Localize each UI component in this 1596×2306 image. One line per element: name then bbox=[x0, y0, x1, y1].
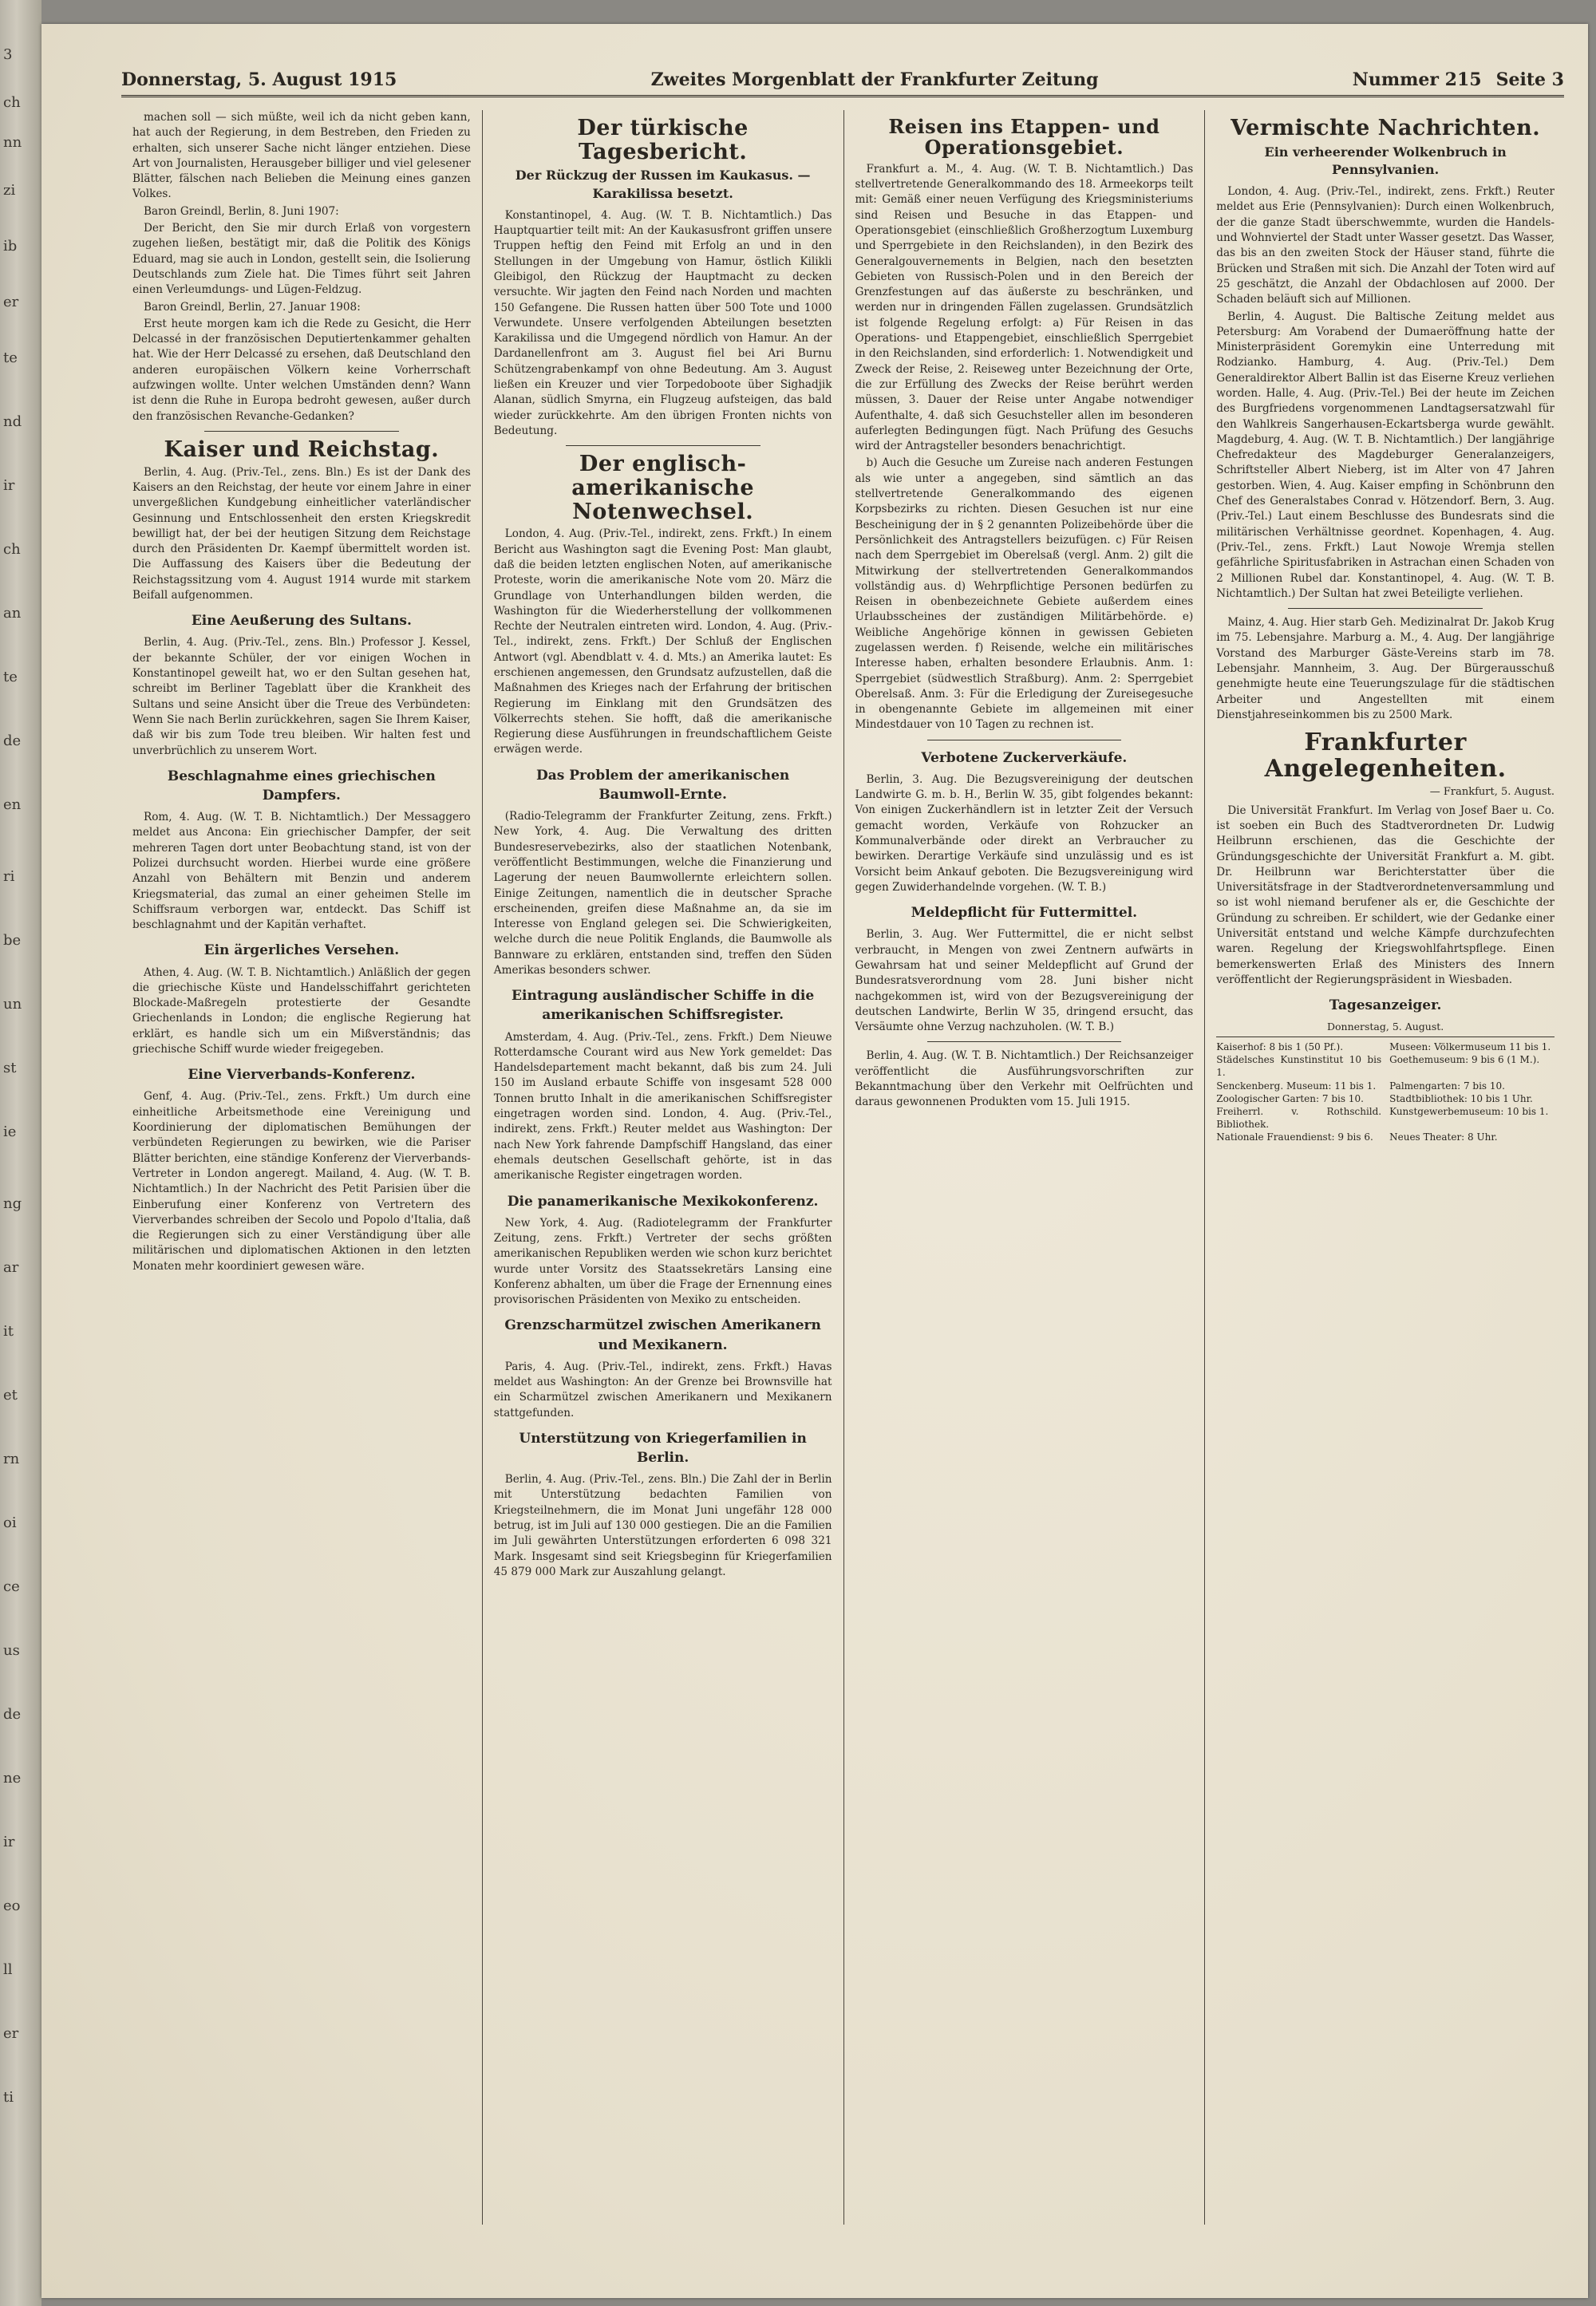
article-text: Berlin, 3. Aug. Die Bezugsvereinigung der deutschen Landwirte G. m. b. H., Berlin W. 35, gibt folgendes bekannt: Von einigen Zuckerhändlern ist in letzter Zeit der Versuch gemacht worden, Verkäufe von Rohzucker an Kommunalverbände oder direkt an Verbraucher zu bewirken. Derartige Verkäufe sind unzulässig und es ist Vorsicht beim Ankauf geboten. Die Bezugsvereinigung wird gegen Zuwiderhandelnde vorgehen. (W. T. B.) bbox=[855, 772, 1194, 894]
article-text: London, 4. Aug. (Priv.-Tel., indirekt, zens. Frkft.) Reuter meldet aus Erie (Pennsylvanien): Durch einen Wolkenbruch, der die ganze Stadt überschwemmte, wurden die Handels- und Wohnviertel der Stadt unter Wasser gesetzt. Das Wasser, das bis an den zweiten Stock der Häuser stand, führte die Brücken und Straßen mit sich. Die Anzahl der Toten wird auf 25 geschätzt, die Anzahl der Obdachlosen auf 2000. Der Schaden beläuft sich auf Millionen. bbox=[1216, 185, 1555, 306]
headline-dampfer: Beschlagnahme eines griechischen Dampfers. bbox=[167, 768, 436, 804]
listing-entry: Palmengarten: 7 bis 10. bbox=[1389, 1080, 1505, 1092]
dateline-frankfurt: — Frankfurt, 5. August. bbox=[1429, 786, 1555, 799]
column-4 bbox=[1205, 110, 1566, 2225]
column-3 bbox=[844, 110, 1206, 2225]
listing-entry: Nationale Frauendienst: 9 bis 6. bbox=[1216, 1131, 1373, 1143]
adjacent-page-edge: 3 ch nn zi ib er te nd ir ch an te de en ri be un st ie ng ar it et rn oi ce us de ne ir eo ll er ti bbox=[0, 0, 41, 2306]
listing-entry: Städelsches Kunstinstitut 10 bis 1. bbox=[1216, 1054, 1382, 1079]
column-2 bbox=[483, 110, 844, 2225]
article-text: Berlin, 4. Aug. (W. T. B. Nichtamtlich.) Der Reichsanzeiger veröffentlicht die Ausführungsvorschriften zur Bekanntmachung über den Verkehr mit Oelfrüchten und daraus gewonnenen Produkten vom 15. Juli 1915. bbox=[855, 1049, 1194, 1109]
subhead-tuerkisch: Der Rückzug der Russen im Kaukasus. — Karakilissa besetzt. bbox=[515, 168, 811, 202]
article-text: London, 4. Aug. (Priv.-Tel., indirekt, zens. Frkft.) In einem Bericht aus Washington sagt die Evening Post: Man glaubt, daß die beiden letzten englischen Noten, auf amerikanische Proteste, worin die amerikanische Note vom 20. März die Grundlage von Unterhandlungen bilden werden, die Washington für die Wiederherstellung der vollkommenen Rechte der Neutralen eintreten wird. London, 4. Aug. (Priv.-Tel., indirekt, zens. Frkft.) Der Schluß der Englischen Antwort (vgl. Abendblatt v. 4. d. Mts.) an Amerika lautet: Es erschienen angemessen, den Grundsatz aufzustellen, daß die Maßnahmen des Krieges nach der Erfahrung der britischen Regierung im Einklang mit den Grundsätzen des Völkerrechts stehen. Sie hofft, daß die amerikanische Regierung diese Ausführungen in freundschaftlichem Geiste erwägen werde. bbox=[493, 527, 832, 756]
article-text: Amsterdam, 4. Aug. (Priv.-Tel., zens. Frkft.) Dem Nieuwe Rotterdamsche Courant wird aus New York gemeldet: Das Handelsdepartement macht bekannt, daß bis zum 24. Juli 150 im Ausland erbaute Schiffe von insgesamt 528 000 Tonnen brutto Inhalt in die amerikanischen Schiffsregister eingetragen worden sind. London, 4. Aug. (Priv.-Tel., indirekt, zens. Frkft.) Reuter meldet aus Washington: Der nach New York fahrende Dampfschiff Hangsland, das einer ehemals deutschen Gesellschaft gehörte, ist in das amerikanische Register eingetragen worden. bbox=[493, 1030, 832, 1183]
subhead-wolkenbruch: Ein verheerender Wolkenbruch in Pennsylvanien. bbox=[1264, 144, 1507, 178]
headline-frankfurt: Frankfurter Angelegenheiten. bbox=[1264, 729, 1507, 784]
headline-tuerkisch: Der türkische Tagesbericht. bbox=[577, 116, 749, 164]
article-columns bbox=[121, 110, 1566, 2225]
divider bbox=[204, 431, 399, 432]
article-text: Frankfurt a. M., 4. Aug. (W. T. B. Nichtamtlich.) Das stellvertretende Generalkommando des 18. Armeekorps teilt mit: Gemäß einer neuen Verfügung des Kriegsministeriums sind Reisen und Besuche in das Etappen- und Operationsgebiet (einschließlich Großherzogtum Luxemburg und Sperrgebiete in den Reichslanden), in den Bezirk des Generalgouvernements in Belgien, nach den besetzten Gebieten von Russisch-Polen und in den Bereich der Grenzfestungen auf das äußerste zu beschränken, und werden nur in dringenden Fällen zugelassen. Grundsätzlich ist folgende Regelung erfolgt: a) Für Reisen in das Operations- und Etappengebiet, einschließlich Sperrgebiet in den Reichslanden, sind erforderlich: 1. Notwendigkeit und Zweck der Reise, 2. Reiseweg unter Bezeichnung der Orte, die zur Erfüllung des Zwecks der Reise berührt werden müssen, 3. Dauer der Reise unter Angabe notwendiger Aufenthalte, 4. daß sich Gesuchsteller allen im besonderen auferlegten Bedingungen fügt. Nach Prüfung des Gesuchs wird der Antragsteller besonders benachrichtigt. bbox=[855, 162, 1194, 453]
quote-source: Baron Greindl, Berlin, 8. Juni 1907: bbox=[144, 204, 339, 218]
listing-entry: Museen: Völkermuseum 11 bis 1. bbox=[1389, 1041, 1551, 1053]
headline-sultan: Eine Aeußerung des Sultans. bbox=[191, 613, 412, 630]
article-text: New York, 4. Aug. (Radiotelegramm der Frankfurter Zeitung, zens. Frkft.) Vertreter der sechs größten amerikanischen Republiken werden wie schon kurz berichtet wurde unter Vorsitz des Staatssekretärs Lansing eine Konferenz abhalten, um über die Frage der Ernennung eines provisorischen Präsidenten von Mexiko zu entscheiden. bbox=[493, 1216, 832, 1307]
divider bbox=[1288, 608, 1483, 609]
article-text: Paris, 4. Aug. (Priv.-Tel., indirekt, zens. Frkft.) Havas meldet aus Washington: An der Grenze bei Brownsville hat ein Scharmützel zwischen Amerikanern und Mexikanern stattgefunden. bbox=[493, 1360, 832, 1420]
article-text: Konstantinopel, 4. Aug. (W. T. B. Nichtamtlich.) Das Hauptquartier teilt mit: An der Kaukasusfront griffen unsere Truppen heftig den Feind mit Erfolg an und in den Stellungen in der Umgebung von Hamur, östlich Kilikli Gleibigol, den Rückzug der Hauptmacht zu decken versuchte. Wir jagten den Feind nach Norden und machten 150 Gefangene. Die Russen hatten über 500 Tote und 1000 Verwundete. Unsere verfolgenden Abteilungen besetzten Karakilissa und die Umgegend nördlich von Hamur. An der Dardanellenfront am 3. August fiel bei Ari Burnu Schützengrabenkampf von ohne Bedeutung. Am 3. August ließen ein Kreuzer und vier Torpedoboote über Sighadjik Alanan, südlich Smyrna, ein Flugzeug aufsteigen, das bald wieder zurückkehrte. Am den übrigen Fronten nichts von Bedeutung. bbox=[493, 208, 832, 437]
divider bbox=[566, 445, 760, 446]
headline-grenzscharmuetzel: Grenzscharmützel zwischen Amerikanern und Mexikanern. bbox=[504, 1317, 821, 1353]
headline-eintragung: Eintragung ausländischer Schiffe in die amerikanischen Schiffsregister. bbox=[512, 988, 815, 1024]
article-text: Berlin, 4. August. Die Baltische Zeitung meldet aus Petersburg: Am Vorabend der Dumaeröffnung hatte der Ministerpräsident Goremykin eine Unterredung mit Rodzianko. Hamburg, 4. Aug. (Priv.-Tel.) Dem Generaldirektor Albert Ballin ist das Eiserne Kreuz verliehen worden. Halle, 4. Aug. (Priv.-Tel.) Bei der heute im Zeichen des Burgfriedens vorgenommenen Landtagsersatzwahl für den Wahlkreis Sangerhausen-Eckartsberga wurde gewählt. Magdeburg, 4. Aug. (W. T. B. Nichtamtlich.) Der langjährige Chefredakteur des Magdeburger Generalanzeigers, Schriftsteller Albert Nieberg, ist im Alter von 47 Jahren gestorben. Wien, 4. Aug. Kaiser empfing in Schönbrunn den Chef des Generalstabes Conrad v. Hötzendorf. Bern, 3. Aug. (Priv.-Tel.) Laut einem Beschlusse des Bundesrats sind die militärischen Verhältnisse geordnet. Kopenhagen, 4. Aug. (Priv.-Tel., zens. Frkft.) Laut Nowoje Wremja stellen gefährliche Spiritusfabriken in Astrachan einen Schaden von 2 Millionen Rubel dar. Konstantinopel, 4. Aug. (W. T. B. Nichtamtlich.) Der Sultan hat zwei Beteiligte verliehen. bbox=[1216, 310, 1555, 600]
headline-notenwechsel: Der englisch-amerikanische Notenwechsel. bbox=[571, 452, 754, 524]
headline-vierverband: Eine Vierverbands-Konferenz. bbox=[188, 1067, 416, 1084]
headline-baumwolle: Das Problem der amerikanischen Baumwoll-Ernte. bbox=[535, 767, 790, 803]
headline-versehen: Ein ärgerliches Versehen. bbox=[203, 942, 400, 959]
article-text: Berlin, 4. Aug. (Priv.-Tel., zens. Bln.) Die Zahl der in Berlin mit Unterstützung bedachten Familien von Kriegsteilnehmern, die im Monat Juni ungefähr 128 000 betrug, ist im Juli auf 130 000 gestiegen. Die an die Familien im Juli gewährten Unterstützungen erforderten 6 098 321 Mark. Insgesamt sind seit Kriegsbeginn für Kriegerfamilien 45 879 000 Mark zur Auszahlung gelangt. bbox=[493, 1473, 832, 1578]
divider bbox=[927, 1041, 1122, 1042]
tagesanzeiger-listing bbox=[1216, 1037, 1555, 1144]
article-text: Athen, 4. Aug. (W. T. B. Nichtamtlich.) Anläßlich der gegen die griechische Küste und Handelsschiffahrt gerichteten Blockade-Maßregeln protestierte der Gesandte Griechenlands in London; die englische Regierung hat erklärt, es handle sich um ein Mißverständnis; das griechische Schiff wurde wieder freigegeben. bbox=[132, 965, 471, 1056]
article-text: Die Universität Frankfurt. Im Verlag von Josef Baer u. Co. ist soeben ein Buch des Stadtverordneten Dr. Ludwig Heilbrunn erschienen, das die Geschichte der Gründungsgeschichte der Universität Frankfurt a. M. gibt. Dr. Heilbrunn war Berichterstatter über die Universitätsfrage in der Stadtverordnetenversammlung und so ist wohl niemand berufener als er, die Geschichte der Gründung zu schreiben. Er schildert, wie der Gedanke einer Universität entstand und welche Kämpfe durchzufechten waren. Regelung der Kriegswohlfahrtspflege. Einen bemerkenswerten Erlaß des Ministers des Innern veröffentlicht der Regierungspräsident in Wiesbaden. bbox=[1216, 804, 1555, 986]
headline-reisen: Reisen ins Etappen- und Operationsgebiet. bbox=[888, 115, 1160, 160]
article-text: (Radio-Telegramm der Frankfurter Zeitung, zens. Frkft.) New York, 4. Aug. Die Verwaltung des dritten Bundesreservebezirks, also der staatlichen Notenbank, veröffentlicht Bestimmungen, welche die Finanzierung und Lagerung der neuen Baumwollernte erleichtern sollen. Einige Zeitungen, namentlich die in deutscher Sprache erscheinenden, greifen diese Maßnahme an, da sie im Interesse von England gelegen sei. Die Schwierigkeiten, welche durch die neue Politik Englands, die Baumwolle als Bannware zu erklären, entstanden sind, treffen den Süden Amerikas besonders schwer. bbox=[493, 810, 832, 977]
headline-vermischtes: Vermischte Nachrichten. bbox=[1231, 116, 1541, 140]
headline-futtermittel: Meldepflicht für Futtermittel. bbox=[911, 905, 1138, 922]
article-text: machen soll — sich müßte, weil ich da nicht geben kann, hat auch der Regierung, in dem Bestreben, den Frieden zu erhalten, sich unserer Sache nicht länger entziehen. Diese Art von Journalisten, Herausgeber billiger und viel gelesener Blätter, fälschen nach Belieben die Meinung eines ganzen Volkes. bbox=[132, 111, 471, 201]
listing-entry: Goethemuseum: 9 bis 6 (1 M.). bbox=[1389, 1054, 1540, 1066]
listing-entry: Kunstgewerbemuseum: 10 bis 1. bbox=[1389, 1106, 1549, 1118]
issue-date: Donnerstag, 5. August 1915 bbox=[121, 69, 397, 90]
paper-title: Zweites Morgenblatt der Frankfurter Zeitung bbox=[650, 69, 1099, 90]
article-text: Mainz, 4. Aug. Hier starb Geh. Medizinalrat Dr. Jakob Krug im 75. Lebensjahre. Marburg a. M., 4. Aug. Der langjährige Vorstand des Marburger Gäste-Vereins starb im 78. Lebensjahr. Mannheim, 3. Aug. Der Bürgerausschuß genehmigte heute eine Teuerungszulage für die städtischen Arbeiter und Angestellten mit einem Dienstjahreseinkommen bis zu 2500 Mark. bbox=[1216, 616, 1555, 721]
headline-zucker: Verbotene Zuckerverkäufe. bbox=[921, 749, 1128, 766]
tagesanzeiger-date: Donnerstag, 5. August. bbox=[1326, 1021, 1444, 1033]
listing-entry: Neues Theater: 8 Uhr. bbox=[1389, 1131, 1498, 1143]
headline-tagesanzeiger: Tagesanzeiger. bbox=[1329, 997, 1442, 1014]
listing-entry: Zoologischer Garten: 7 bis 10. bbox=[1216, 1092, 1364, 1104]
article-text: Der Bericht, den Sie mir durch Erlaß von vorgestern zugehen ließen, bestätigt mir, daß die Politik des Königs Eduard, mag sie auch in London, gestellt sein, die Isolierung Deutschlands zum Ziele hat. Die Times führt seit Jahren einen Verleumdungs- und Lügen-Feldzug. bbox=[132, 222, 471, 297]
headline-mexikokonferenz: Die panamerikanische Mexikokonferenz. bbox=[507, 1193, 819, 1210]
article-text: Berlin, 3. Aug. Wer Futtermittel, die er nicht selbst verbraucht, in Mengen von zwei Zentnern aufwärts in Gewahrsam hat und seiner Meldepflicht auf Grund der Bundesratsverordnung vom 28. Juni bisher nicht nachgekommen ist, wird von der Bezugsvereinigung der deutschen Landwirte, Berlin W 35, dringend ersucht, das Versäumte ohne Verzug nachzuholen. (W. T. B.) bbox=[855, 928, 1194, 1034]
headline-unterstuetzung: Unterstützung von Kriegerfamilien in Berlin. bbox=[519, 1430, 807, 1466]
issue-number: Nummer 215 bbox=[1352, 69, 1482, 90]
article-text: Berlin, 4. Aug. (Priv.-Tel., zens. Bln.) Professor J. Kessel, der bekannte Schüler, der vor einigen Wochen in Konstantinopel geweilt hat, wo er den Sultan gesehen hat, schreibt im Berliner Tageblatt über die Krankheit des Sultans und seine Ansicht über die Treue des Verbündeten: Wenn Sie nach Berlin zurückkehren, sagen Sie Ihrem Kaiser, daß wir bis zum Tode treu bleiben. Wir halten fest und unverbrüchlich zu unserem Wort. bbox=[132, 636, 471, 757]
newspaper-page bbox=[41, 24, 1588, 2298]
article-text: b) Auch die Gesuche um Zureise nach anderen Festungen als wie unter a angegeben, sind sämtlich an das stellvertretende Generalkommando des eigenen Korpsbezirks zu richten. Diesen Gesuchen ist nur eine Bescheinigung der in § 2 genannten Polizeibehörde über die Persönlichkeit des Antragstellers beizufügen. c) Für Reisen nach dem Sperrgebiet im Oberelsaß (vergl. Anm. 2) gilt die Mitwirkung der stellvertretenden Generalkommandos vollständig aus. d) Wehrpflichtige Personen bedürfen zu Reisen in obenbezeichnete Gebiete außerdem eines Urlaubsscheines der zuständigen Militärbehörde. e) Weibliche Angehörige können in gewissen Gebieten zugelassen werden. f) Reisende, welche ein militärisches Interesse haben, erhalten besondere Erlaubnis. Anm. 1: Sperrgebiet (südwestlich Straßburg). Anm. 2: Sperrgebiet Oberelsaß. Anm. 3: Für die Erledigung der Zureisegesuche in obengenannte Gebiete im allgemeinen mit einer Mindestdauer von 10 Tagen zu rechnen ist. bbox=[855, 456, 1194, 732]
listing-entry: Stadtbibliothek: 10 bis 1 Uhr. bbox=[1389, 1092, 1533, 1104]
headline-kaiser: Kaiser und Reichstag. bbox=[164, 436, 440, 462]
article-text: Rom, 4. Aug. (W. T. B. Nichtamtlich.) Der Messaggero meldet aus Ancona: Ein griechischer Dampfer, der seit mehreren Tagen dort unter Beobachtung stand, ist von der Polizei durchsucht worden. Hierbei wurde eine größere Anzahl von Behältern mit Benzin und anderem Kriegsmaterial, das zumal an einer geheimen Stelle im Schiffsraum verborgen war, entdeckt. Das Schiff ist beschlagnahmt und der Kapitän verhaftet. bbox=[132, 811, 471, 932]
quote-source: Baron Greindl, Berlin, 27. Januar 1908: bbox=[144, 300, 361, 314]
listing-entry: Kaiserhof: 8 bis 1 (50 Pf.). bbox=[1216, 1041, 1344, 1053]
listing-entry: Freiherrl. v. Rothschild. Bibliothek. bbox=[1216, 1106, 1382, 1131]
article-text: Genf, 4. Aug. (Priv.-Tel., zens. Frkft.) Um durch eine einheitliche Arbeitsmethode eine Vereinigung und Koordinierung der diplomatischen Bemühungen der verbündeten Regierungen zu bewirken, wie die Pariser Blätter berichten, eine ständige Konferenz der Vierverbands-Vertreter in London angeregt. Mailand, 4. Aug. (W. T. B. Nichtamtlich.) In der Nachricht des Petit Parisien über die Einberufung einer Konferenz von Vertretern des Vierverbandes schreiben der Secolo und Popolo d'Italia, daß die Regierungen sich zu einer Verständigung über alle militärischen und diplomatischen Aktionen in den letzten Monaten mehr koordiniert gewesen wäre. bbox=[132, 1090, 471, 1273]
masthead bbox=[121, 65, 1564, 97]
column-1 bbox=[121, 110, 483, 2225]
listing-entry: Senckenberg. Museum: 11 bis 1. bbox=[1216, 1080, 1377, 1092]
article-text: Erst heute morgen kam ich die Rede zu Gesicht, die Herr Delcassé in der französischen Deputiertenkammer gehalten hat. Wie der Herr Delcassé zu ersehen, daß Deutschland den anderen europäischen Völkern keine Vorherrschaft aufzwingen wollte. Unter welchen Umständen denn? Wann ist denn die Ruhe in Europa bedroht gewesen, außer durch den französischen Revanche-Gedanken? bbox=[132, 317, 471, 423]
article-text: Berlin, 4. Aug. (Priv.-Tel., zens. Bln.) Es ist der Dank des Kaisers an den Reichstag, der heute vor einem Jahre in einer unvergeßlichen Kundgebung einheitlicher vaterländischer Gesinnung und Entschlossenheit den ersten Kriegskredit bewilligt hat, der bei der heutigen Sitzung dem Reichstage durch den Präsidenten Dr. Kaempf übermittelt worden ist. Die Auffassung des Kaisers über die Bedeutung der Reichstagssitzung vom 4. August 1914 wurde mit starkem Beifall aufgenommen. bbox=[132, 465, 471, 602]
page-number: Seite 3 bbox=[1495, 69, 1564, 90]
